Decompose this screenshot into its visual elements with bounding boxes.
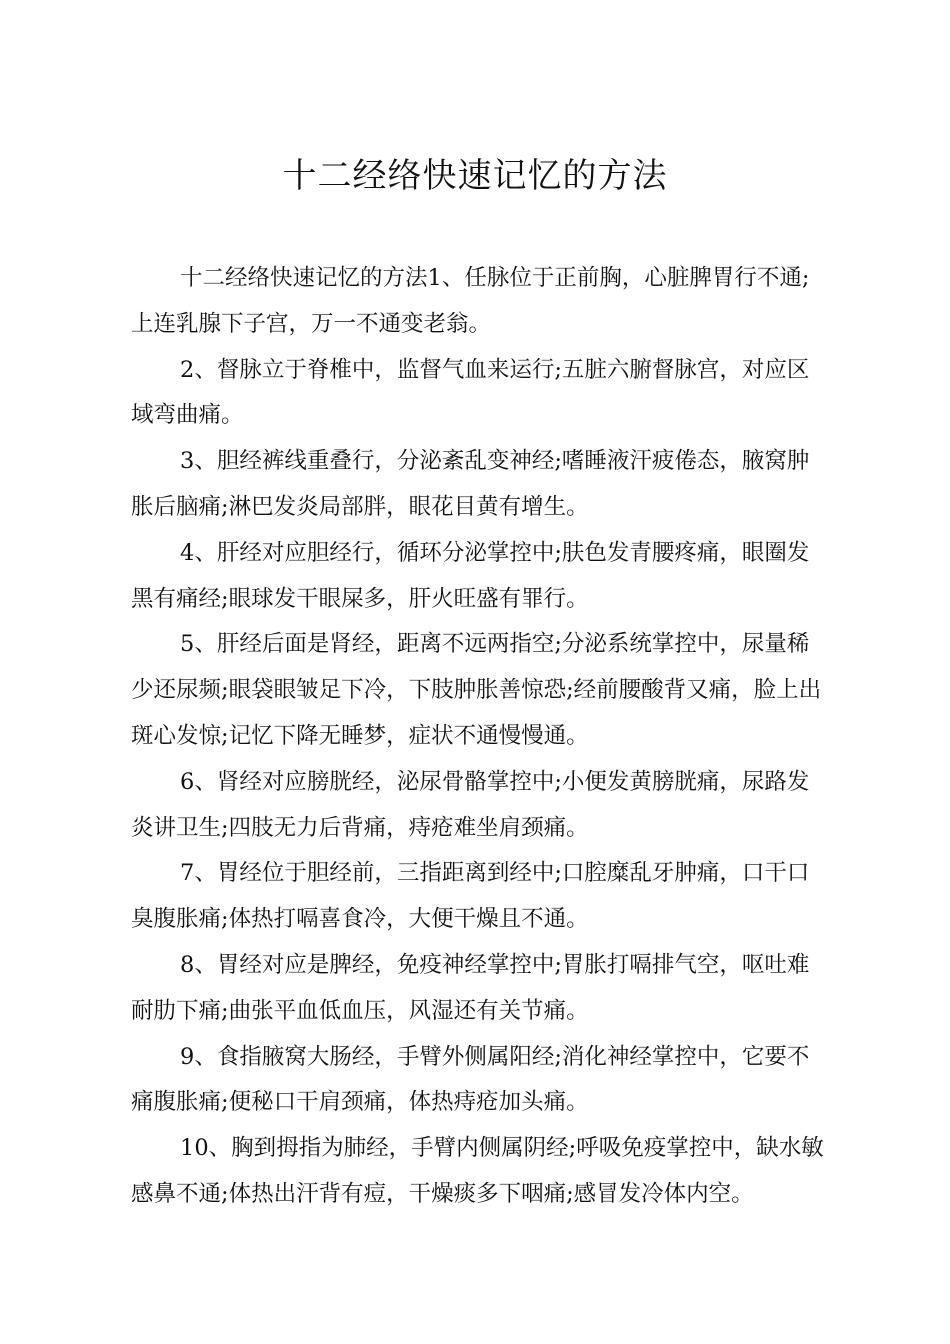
paragraph: 8、胃经对应是脾经，免疫神经掌控中;胃胀打嗝排气空，呕吐难耐肋下痛;曲张平血低血压，风湿还有关节痛。 — [131, 951, 810, 1024]
paragraph: 10、胸到拇指为肺经，手臂内侧属阴经;呼吸免疫掌控中，缺水敏感鼻不通;体热出汗背有痘，干燥痰多下咽痛;感冒发冷体内空。 — [131, 1135, 824, 1207]
paragraph: 4、肝经对应胆经行，循环分泌掌控中;肤色发青腰疼痛，眼圈发黑有痛经;眼球发干眼屎多，肝火旺盛有罪行。 — [131, 539, 810, 612]
paragraph: 7、胃经位于胆经前，三指距离到经中;口腔糜乱牙肿痛，口干口臭腹胀痛;体热打嗝喜食冷，大便干燥且不通。 — [131, 860, 810, 933]
paragraph: 十二经络快速记忆的方法1、任脉位于正前胸，心脏脾胃行不通;上连乳腺下子宫，万一不通变老翁。 — [131, 265, 810, 337]
paragraph: 9、食指腋窝大肠经，手臂外侧属阳经;消化神经掌控中，它要不痛腹胀痛;便秘口干肩颈痛，体热痔疮加头痛。 — [131, 1043, 810, 1116]
paragraph: 6、肾经对应膀胱经，泌尿骨骼掌控中;小便发黄膀胱痛，尿路发炎讲卫生;四肢无力后背痛，痔疮难坐肩颈痛。 — [131, 768, 810, 841]
document-body — [131, 256, 831, 1218]
paragraph: 5、肝经后面是肾经，距离不远两指空;分泌系统掌控中，尿量稀少还尿频;眼袋眼皱足下冷，下肢肿胀善惊恐;经前腰酸背又痛，脸上出斑心发惊;记忆下降无睡梦，症状不通慢慢通。 — [131, 631, 822, 749]
paragraph: 2、督脉立于脊椎中，监督气血来运行;五脏六腑督脉宫，对应区域弯曲痛。 — [131, 356, 810, 429]
paragraph: 3、胆经裤线重叠行，分泌紊乱变神经;嗜睡液汗疲倦态，腋窝肿胀后脑痛;淋巴发炎局部胖，眼花目黄有增生。 — [131, 448, 810, 520]
document-title: 十二经络快速记忆的方法 — [282, 155, 668, 196]
